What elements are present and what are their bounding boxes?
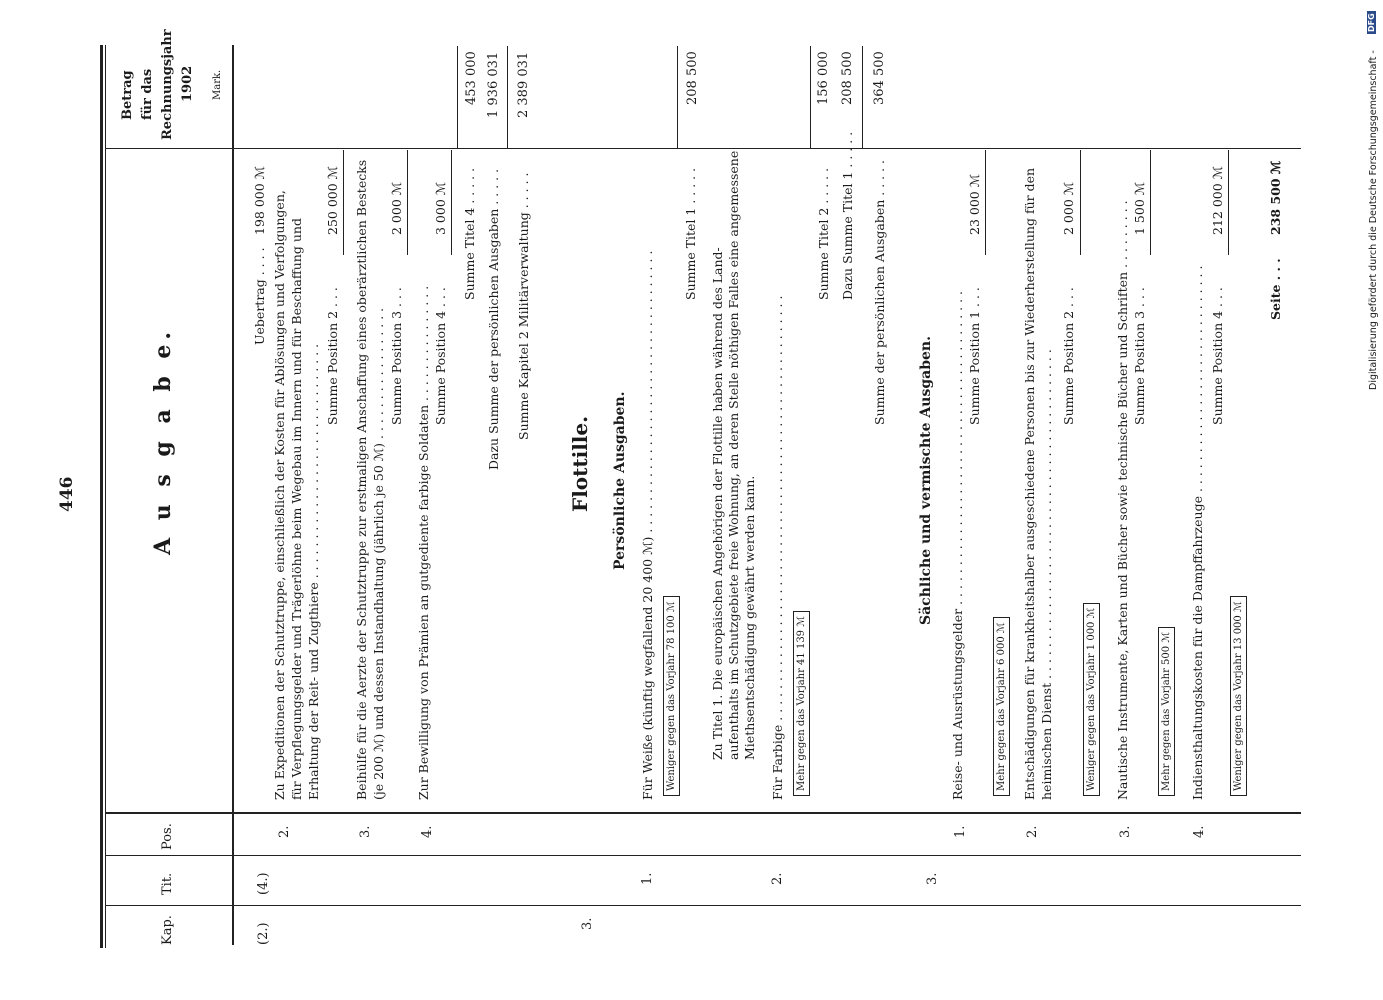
- digitization-credit: Digitalisierung gefördert durch die Deutsche Forschungsgemeinschaft -: [1368, 50, 1379, 390]
- header-amount-line2: für das: [140, 68, 155, 120]
- seite-amount: 238 500 ℳ: [1268, 160, 1283, 235]
- header-amount-line1: Betrag: [120, 70, 135, 120]
- tit3-pos4-number: 4.: [1192, 825, 1207, 838]
- tit3-pos3-change-note: Mehr gegen das Vorjahr 500 ℳ: [1158, 627, 1175, 796]
- kap-ref-flottille: 3.: [580, 917, 595, 930]
- dazu-pers-label: Dazu Summe der persönlichen Ausgaben . . . . .: [486, 168, 501, 470]
- tit-ref-1: 1.: [640, 872, 655, 885]
- tit1-note-line-1: Zu Titel 1. Die europäischen Angehörigen der Flottille haben während des Land-: [710, 247, 725, 760]
- tit3-pos1-sum-label: Summe Position 1 . . .: [967, 287, 982, 425]
- flottille-heading: Flottille.: [568, 415, 592, 512]
- tit-ref-3: 3.: [925, 872, 940, 885]
- header-pos: Pos.: [160, 823, 175, 850]
- pos3-sum-label: Summe Position 3 . . .: [389, 287, 404, 425]
- tit-column-rule: [106, 855, 1301, 856]
- pos2-sum-label: Summe Position 2 . . .: [325, 287, 340, 425]
- tit2-sum-label: Summe Titel 2 . . . . .: [816, 167, 831, 300]
- pos-column-rule: [106, 812, 1301, 814]
- tit3-pos1-number: 1.: [953, 825, 968, 838]
- page-number: 446: [57, 476, 77, 512]
- sum-kap2-label: Summe Kapitel 2 Militärverwaltung . . . . .: [516, 172, 531, 440]
- pers-sum-label: Summe der persönlichen Ausgaben . . . . .: [872, 159, 887, 425]
- tit-ref-top: (4.): [256, 872, 271, 895]
- sum-kap2-amount: 2 389 031: [516, 51, 531, 118]
- carry-over-amount: 198 000 ℳ: [252, 165, 267, 235]
- pos4-line-1: Zur Bewilligung von Prämien an gutgediente farbige Soldaten . . . . . . . . . . . . . . .: [416, 285, 431, 800]
- titel4-sum-rule: [457, 46, 458, 148]
- pos3-line-2: (je 200 ℳ) und dessen Instandhaltung (jährlich je 50 ℳ) . . . . . . . . . . . . . . . . .: [371, 307, 386, 800]
- tit3-pos3-sum-rule: [1150, 150, 1151, 255]
- header-kap: Kap.: [160, 915, 175, 945]
- tit1-sum-label: Summe Titel 1 . . . . .: [683, 167, 698, 300]
- kap2-sum-rule: [507, 46, 508, 148]
- sum-titel4-amount: 453 000: [464, 51, 479, 105]
- pos4-sum-label: Summe Position 4 . . .: [433, 287, 448, 425]
- seite-label: Seite . . .: [1268, 258, 1283, 320]
- amount-column-rule: [106, 148, 1301, 149]
- header-unit: Mark.: [212, 69, 223, 100]
- tit2-sum-rule: [810, 46, 811, 148]
- pers-sum-rule: [862, 46, 863, 148]
- tit3-pos2-sum-rule: [1080, 150, 1081, 255]
- pos2-line-3: Erhaltung der Reit- und Zugthiere . . . . . . . . . . . . . . . . . . . . . . . . . . . . . .: [306, 343, 321, 800]
- header-separator-rule: [232, 45, 234, 945]
- header-amount-line3: Rechnungsjahr: [160, 29, 175, 140]
- header-amount-line4: 1902: [180, 65, 195, 102]
- tit2-line-1: Für Farbige . . . . . . . . . . . . . . . . . . . . . . . . . . . . . . . . . . . . . . . . . . . . . . . . . . . . . .: [770, 295, 785, 800]
- pos3-sum: 2 000 ℳ: [389, 181, 404, 235]
- pos3-sum-rule: [407, 150, 408, 255]
- tit2-dazu-label: Dazu Summe Titel 1 . . . . .: [840, 131, 855, 300]
- tit3-pos3-line-1: Nautische Instrumente, Karten und Bücher sowie technische Bücher und Schriften . . . . . . . . .: [1115, 200, 1130, 800]
- pos2-line-1: Zu Expeditionen der Schutztruppe, einschließlich der Kosten für Ablösungen und Verfolgungen,: [272, 190, 287, 800]
- pos4-sum: 3 000 ℳ: [433, 181, 448, 235]
- dazu-pers-amount: 1 936 031: [486, 51, 501, 118]
- kap-column-rule: [106, 905, 1301, 906]
- tit1-change-note: Weniger gegen das Vorjahr 78 100 ℳ: [663, 596, 680, 796]
- tit-ref-2: 2.: [770, 872, 785, 885]
- kap-ref-top: (2.): [256, 922, 271, 945]
- tit1-sum-rule: [677, 46, 678, 148]
- tit3-pos4-sum-label: Summe Position 4 . . .: [1210, 287, 1225, 425]
- pers-sum-amount: 364 500: [872, 51, 887, 105]
- tit3-pos2-sum: 2 000 ℳ: [1061, 181, 1076, 235]
- carry-over-label: Uebertrag . . . .: [252, 247, 267, 345]
- tit3-pos4-line-1: Indiensthaltungskosten für die Dampffahrzeuge . . . . . . . . . . . . . . . . . . . . . . . . . . . . .: [1190, 265, 1205, 800]
- pos2-sum-rule: [343, 150, 344, 255]
- section-title: A u s g a b e.: [150, 326, 176, 555]
- tit3-pos2-line-2: heimischen Dienst . . . . . . . . . . . . . . . . . . . . . . . . . . . . . . . . . . . . . . . . . .: [1039, 349, 1054, 800]
- tit2-dazu-amount: 208 500: [840, 51, 855, 105]
- tit3-pos1-change-note: Mehr gegen das Vorjahr 6 000 ℳ: [993, 617, 1010, 796]
- pos4-sum-rule: [451, 150, 452, 255]
- tit3-pos1-sum-rule: [985, 150, 986, 255]
- tit3-pos2-line-1: Entschädigungen für krankheitshalber ausgeschiedene Personen bis zur Wiederherstellung für den: [1022, 167, 1037, 800]
- tit3-pos3-number: 3.: [1118, 825, 1133, 838]
- tit1-note-line-3: Miethsentschädigung gewährt werden kann.: [742, 475, 757, 760]
- tit3-pos1-line-1: Reise- und Ausrüstungsgelder . . . . . . . . . . . . . . . . . . . . . . . . . . . . . . . . . . . . . . . .: [950, 290, 965, 800]
- pos3-number: 3.: [358, 825, 373, 838]
- tit3-pos4-sum-rule: [1228, 150, 1229, 255]
- tit3-pos4-sum: 212 000 ℳ: [1210, 165, 1225, 235]
- tit3-pos4-change-note: Weniger gegen das Vorjahr 13 000 ℳ: [1230, 596, 1247, 796]
- tit1-line-1: Für Weiße (künftig wegfallend 20 400 ℳ) . . . . . . . . . . . . . . . . . . . . . . . . . . . . . . . . . . . .: [640, 250, 655, 800]
- saechliche-heading: Sächliche und vermischte Ausgaben.: [918, 336, 934, 625]
- pos2-sum: 250 000 ℳ: [325, 165, 340, 235]
- pos2-number: 2.: [277, 825, 292, 838]
- table-outer-left-rule: [100, 45, 103, 948]
- dfg-logo: DFG: [1367, 13, 1376, 32]
- pos3-line-1: Beihülfe für die Aerzte der Schutztruppe zur erstmaligen Anschaffung eines oberärztlichen Bestecks: [354, 159, 369, 800]
- tit3-pos2-number: 2.: [1025, 825, 1040, 838]
- tit3-pos2-sum-label: Summe Position 2 . . .: [1061, 287, 1076, 425]
- tit3-pos3-sum-label: Summe Position 3 . . .: [1132, 287, 1147, 425]
- tit2-change-note: Mehr gegen das Vorjahr 41 139 ℳ: [793, 611, 810, 796]
- pos2-line-2: für Verpflegungsgelder und Trägerlöhne beim Wegebau im Innern und für Beschaffung und: [289, 218, 304, 800]
- tit1-amount: 208 500: [685, 51, 700, 105]
- tit3-pos2-change-note: Weniger gegen das Vorjahr 1 000 ℳ: [1083, 603, 1100, 796]
- pers-ausgaben-heading: Persönliche Ausgaben.: [612, 391, 628, 570]
- tit1-note-line-2: aufenthalts im Schutzgebiete freie Wohnung, an deren Stelle nöthigen Falles eine angemessene: [726, 150, 741, 760]
- pos4-number: 4.: [420, 825, 435, 838]
- header-tit: Tit.: [160, 872, 175, 895]
- tit2-sum-amount: 156 000: [816, 51, 831, 105]
- sum-titel4-label: Summe Titel 4 . . . . .: [462, 167, 477, 300]
- tit3-pos3-sum: 1 500 ℳ: [1132, 181, 1147, 235]
- tit3-pos1-sum: 23 000 ℳ: [967, 173, 982, 235]
